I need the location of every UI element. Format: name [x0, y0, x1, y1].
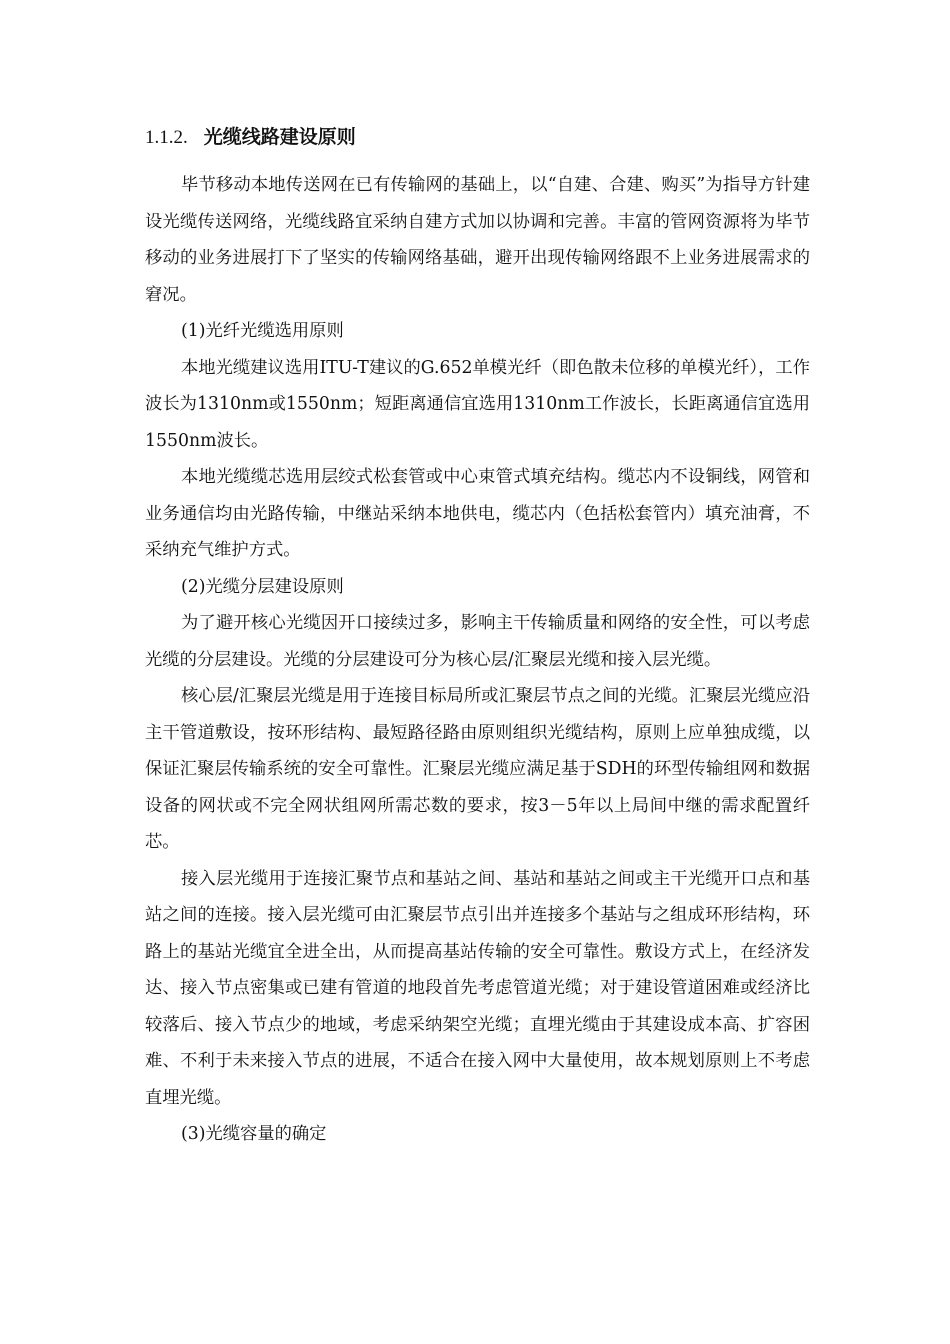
section-number: 1.1.2. [145, 127, 188, 148]
subsection-heading: (2)光缆分层建设原则 [181, 576, 344, 597]
paragraph: 为了避开核心光缆因开口接续过多，影响主干传输质量和网络的安全性，可以考虑光缆的分层建设。光缆的分层建设可分为核心层/汇聚层光缆和接入层光缆。 [145, 613, 810, 670]
subsection-heading: (1)光纤光缆选用原则 [181, 321, 344, 341]
paragraph: 本地光缆建议选用ITU-T建议的G.652单模光纤（即色散未位移的单模光纤），工作波长为1310nm或1550nm；短距离通信宜选用1310nm工作波长，长距离通信宜选用1550nm波长。 [145, 357, 810, 451]
section-heading [145, 124, 356, 151]
paragraph: 核心层/汇聚层光缆是用于连接目标局所或汇聚层节点之间的光缆。汇聚层光缆应沿主干管道敷设，按环形结构、最短路径路由原则组织光缆结构，原则上应单独成缆，以保证汇聚层传输系统的安全可靠性。汇聚层光缆应满足基于SDH的环型传输组网和数据设备的网状或不完全网状组网所需芯数的要求，按3－5年以上局间中继的需求配置纤芯。 [145, 686, 810, 852]
subsection-heading: (3)光缆容量的确定 [181, 1124, 327, 1144]
section-title: 光缆线路建设原则 [203, 126, 356, 148]
paragraph: 毕节移动本地传送网在已有传输网的基础上，以“自建、合建、购买”为指导方针建设光缆传送网络，光缆线路宜采纳自建方式加以协调和完善。丰富的管网资源将为毕节移动的业务进展打下了坚实的传输网络基础，避开出现传输网络跟不上业务进展需求的窘况。 [145, 175, 810, 305]
paragraph: 本地光缆缆芯选用层绞式松套管或中心束管式填充结构。缆芯内不设铜线，网管和业务通信均由光路传输，中继站采纳本地供电，缆芯内（色括松套管内）填充油膏，不采纳充气维护方式。 [145, 467, 810, 560]
paragraph: 接入层光缆用于连接汇聚节点和基站之间、基站和基站之间或主干光缆开口点和基站之间的连接。接入层光缆可由汇聚层节点引出并连接多个基站与之组成环形结构，环路上的基站光缆宜全进全出，从而提高基站传输的安全可靠性。敷设方式上，在经济发达、接入节点密集或已建有管道的地段首先考虑管道光缆；对于建设管道困难或经济比较落后、接入节点少的地域，考虑采纳架空光缆；直埋光缆由于其建设成本高、扩容困难、不利于未来接入节点的进展，不适合在接入网中大量使用，故本规划原则上不考虑直埋光缆。 [145, 868, 810, 1108]
body-text [145, 167, 810, 1153]
